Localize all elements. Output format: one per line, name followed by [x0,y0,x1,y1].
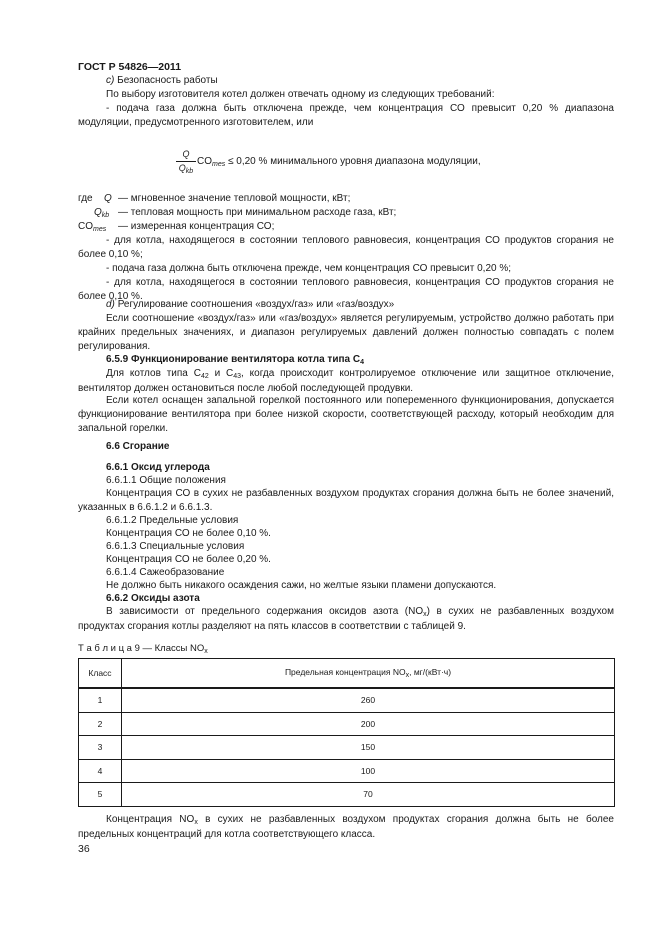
s661-p3: Концентрация СО не более 0,20 %. [106,554,271,565]
section-c-p2: - подача газа должна быть отключена прежде, чем концентрация СО превысит 0,20 %; [106,263,512,274]
table-cell-class: 3 [79,736,122,760]
def-co-text: — измеренная концентрация СО; [118,221,275,232]
table-cell-class: 4 [79,759,122,783]
page-number: 36 [78,843,90,855]
section-d-title-text: Регулирование соотношения «воздух/газ» или «газ/воздух» [117,299,395,310]
def-co-symbol: $CO_{mes}$ [78,221,107,233]
formula-denominator: $Q_{kb}$ [178,163,194,175]
table-cell-value: 100 [122,759,615,783]
s662-p1: В зависимости от предельного содержания оксидов азота $(NO_x)$ в сухих не разбавленных воздухом продуктах сгорания котлы разделяют на пять классов в соответствии с таблицей 9. [78,606,614,633]
section-c-title [78,74,642,88]
nox-classes-table [78,658,615,807]
def-q-symbol: Q [104,193,112,204]
formula-body [197,155,481,170]
table-header-row [79,659,615,689]
heading-6-6-2: 6.6.2 Оксиды азота [106,593,200,604]
def-qkb-text: — тепловая мощность при минимальном расходе газа, кВт; [118,207,397,218]
section-c-p1: - для котла, находящегося в состоянии теплового равновесия, концентрация СО продуктов сгорания не более 0,10 %; [78,235,614,261]
final-paragraph: Концентрация $NO_x$ в сухих не разбавленных воздухом продуктах сгорания должна быть не более предельных концентраций для котла соответствующего класса. [78,814,614,841]
def-qkb-symbol: $Q_{kb}$ [94,207,110,219]
table-header-class: Класс [79,659,122,689]
table-cell-class: 1 [79,688,122,712]
s661-p4: Не должно быть никакого осаждения сажи, но желтые языки пламени допускаются. [106,580,497,591]
formula-numerator: Q [182,149,190,159]
section-c-req1: - подача газа должна быть отключена прежде, чем концентрация СО превысит 0,20 % диапазона модуляции, предусмотренного изготовителем, или [78,103,614,129]
document-header: ГОСТ Р 54826—2011 [78,61,182,73]
table-cell-value: 260 [122,688,615,712]
section-c-p3: - для котла, находящегося в состоянии теплового равновесия, концентрация СО продуктов сгорания не более 0,10 %. [78,277,614,303]
table-row [79,712,615,736]
table-row [79,783,615,807]
def-q-text: — мгновенное значение тепловой мощности, кВт; [118,193,351,204]
heading-6-6-1-1: 6.6.1.1 Общие положения [106,475,226,486]
heading-6-6-1: 6.6.1 Оксид углерода [106,462,210,473]
heading-6-6: 6.6 Сгорание [106,441,170,452]
table-cell-class: 5 [79,783,122,807]
fraction-bar [176,161,196,162]
heading-6-6-1-3: 6.6.1.3 Специальные условия [106,541,245,552]
section-c-line1: По выбору изготовителя котел должен отвечать одному из следующих требований: [106,89,495,100]
section-c-title-text: Безопасность работы [117,75,218,86]
heading-6-6-1-2: 6.6.1.2 Предельные условия [106,515,239,526]
table-cell-value: 200 [122,712,615,736]
formula-co: CO [197,156,212,167]
table-cell-class: 2 [79,712,122,736]
s661-p1: Концентрация СО в сухих не разбавленных воздухом продуктах сгорания должна быть не более значений, указанных в 6.6.1.2 и 6.6.1.3. [78,488,614,514]
s659-p2: Если котел оснащен запальной горелкой постоянного или попеременного функционирования, допускается функционирование вентилятора при более низкой скорости, соответствующей расходу, который необходим для запальной горелки. [78,395,614,435]
table-cell-value: 150 [122,736,615,760]
formula-rest: ≤ 0,20 % минимального уровня диапазона модуляции, [225,156,481,167]
s659-p1: Для котлов типа $С_{42}$ и $С_{43}$, когда происходит контролируемое отключение или защитное отключение, вентилятор должен остановиться после любой последующей продувки. [78,368,614,395]
section-d-p1: Если соотношение «воздух/газ» или «газ/воздух» является регулируемым, устройство должно работать при крайних предельных значениях, и диапазон регулируемых давлений должен полностью совпадать с полем регулирования. [78,313,614,353]
s661-p2: Концентрация СО не более 0,10 %. [106,528,271,539]
table-row [79,688,615,712]
table-row [79,759,615,783]
table-header-limit: Предельная концентрация $NO_x$, мг/(кВт·ч) [122,659,615,689]
table-cell-value: 70 [122,783,615,807]
formula-fraction [176,149,196,175]
def-where: где [78,193,93,204]
section-c-letter: c) [106,75,115,86]
section-d-letter: d) [106,299,115,310]
table-caption: Т а б л и ц а 9 — Классы $NO_x$ [78,643,208,655]
heading-6-5-9: 6.5.9 Функционирование вентилятора котла типа $С_4$ [106,354,364,366]
heading-6-6-1-4: 6.6.1.4 Сажеобразование [106,567,225,578]
formula-co-sub: mes [212,161,226,168]
table-row [79,736,615,760]
section-d-title [78,298,642,312]
